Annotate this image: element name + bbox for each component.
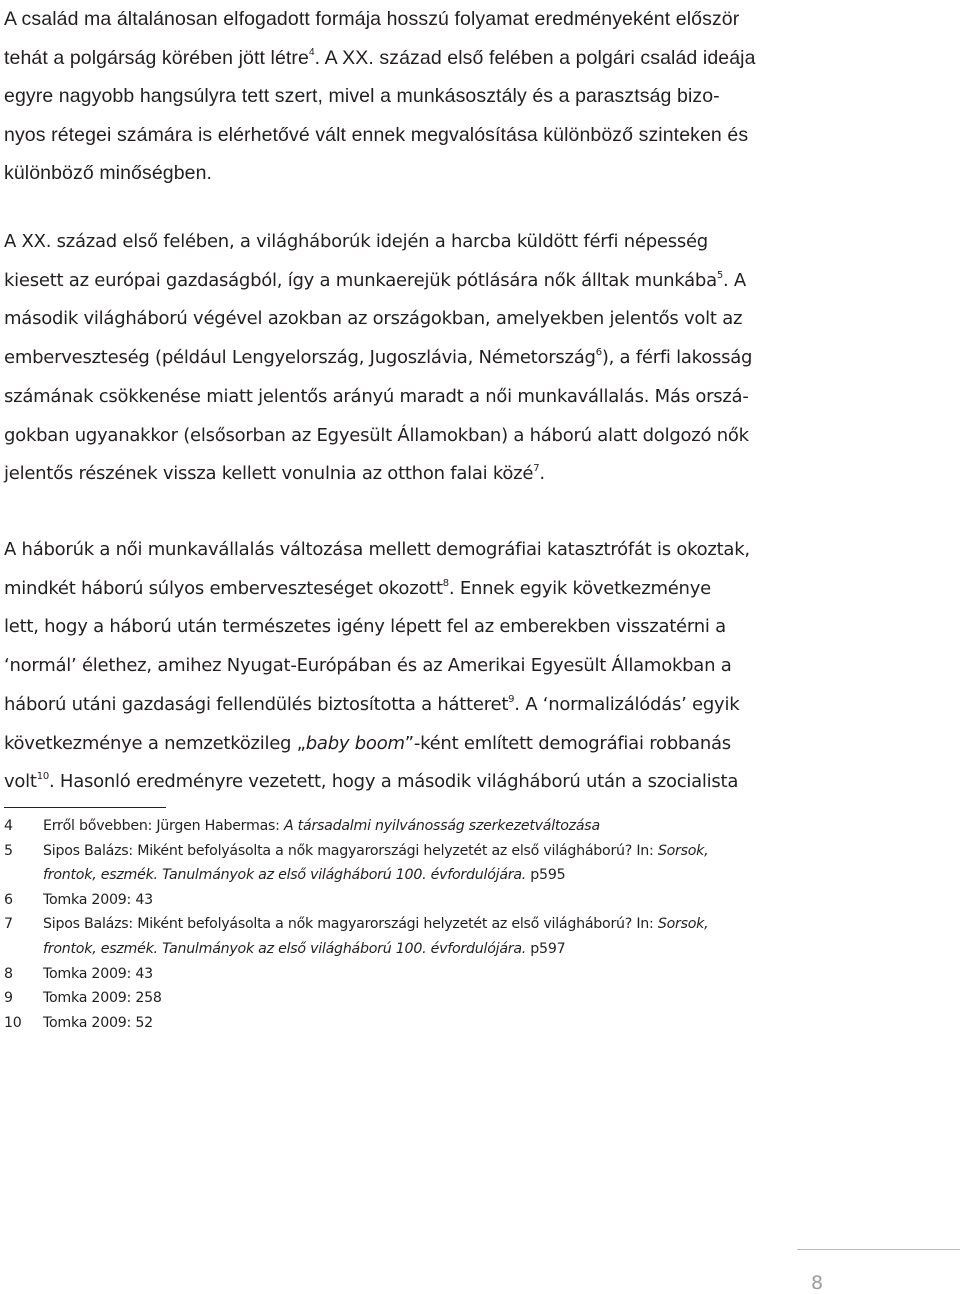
- text-line: második világháború végével azokban az országokban, amelyekben jelentős volt az: [4, 308, 743, 330]
- text-line: különböző minőségben.: [4, 162, 213, 184]
- paragraph-3: [4, 531, 960, 802]
- text-line: következménye a nemzetközileg „baby boom”-ként említett demográfiai robbanás: [4, 732, 731, 754]
- footnote-4: [4, 814, 960, 839]
- text-line: gokban ugyanakkor (elsősorban az Egyesült Államokban) a háború alatt dolgozó nők: [4, 424, 749, 446]
- page-number: 8: [811, 1272, 824, 1294]
- footnote-number: 5: [4, 842, 13, 859]
- footnote-number: 9: [4, 990, 13, 1007]
- footnote-number: 7: [4, 916, 13, 933]
- footnote-text: Tomka 2009: 52: [43, 1014, 153, 1031]
- text-line: A család ma általánosan elfogadott formája hosszú folyamat eredményeként először: [4, 8, 740, 30]
- text-line: tehát a polgárság körében jött létre$^4$. A XX. század első felében a polgári család ideája: [4, 46, 756, 69]
- text-line: számának csökkenése miatt jelentős arányú maradt a női munkavállalás. Más orszá-: [4, 385, 749, 407]
- footnote-ref[interactable]: 10: [36, 771, 49, 783]
- paragraph-2: [4, 223, 960, 494]
- text-line: kiesett az európai gazdaságból, így a munkaerejük pótlására nők álltak munkába$^5$. A: [4, 269, 746, 291]
- footnote-text: Tomka 2009: 43: [43, 891, 153, 908]
- footnote-text: Tomka 2009: 258: [43, 990, 162, 1007]
- footnote-8: [4, 962, 960, 987]
- page-number-rule: [797, 1249, 960, 1250]
- footnote-number: 8: [4, 965, 13, 982]
- footnote-ref[interactable]: 6: [595, 347, 602, 359]
- text-line: nyos rétegei számára is elérhetővé vált ennek megvalósítása különböző szinteken és: [4, 123, 749, 146]
- text-line: háború utáni gazdasági fellendülés biztosította a hátteret$^9$. A ‘normalizálódás’ egyik: [4, 693, 740, 715]
- footnote-5-continued: [4, 863, 960, 888]
- text-line: lett, hogy a háború után természetes igény lépett fel az emberekben visszatérni a: [4, 616, 726, 638]
- footnote-number: 6: [4, 891, 13, 908]
- footnote-6: [4, 888, 960, 913]
- footnote-text: Sipos Balázs: Miként befolyásolta a nők magyarországi helyzetét az első világháború? In: Sorsok,: [43, 842, 709, 859]
- footnote-10: [4, 1011, 960, 1036]
- text-line: A háborúk a női munkavállalás változása mellett demográfiai katasztrófát is okoztak,: [4, 539, 750, 560]
- text-line: ‘normál’ élethez, amihez Nyugat-Európában és az Amerikai Egyesült Államokban a: [4, 655, 732, 677]
- paragraph-1: [4, 0, 960, 193]
- footnote-text: Erről bővebben: Jürgen Habermas: A társadalmi nyilvánosság szerkezetváltozása: [43, 818, 600, 834]
- text-line: volt$^{10}$. Hasonló eredményre vezetett, hogy a második világháború után a szocialista: [4, 771, 739, 793]
- footnote-text: frontok, eszmék. Tanulmányok az első világháború 100. évfordulójára. p597: [43, 940, 566, 957]
- footnote-9: [4, 986, 960, 1011]
- italic-term: baby boom: [305, 732, 405, 754]
- footnotes: [4, 814, 960, 1035]
- footnote-number: 10: [4, 1014, 22, 1031]
- text-line: jelentős részének vissza kellett vonulnia az otthon falai közé$^7$.: [4, 463, 545, 485]
- footnote-number: 4: [4, 818, 13, 834]
- footnote-text: frontok, eszmék. Tanulmányok az első világháború 100. évfordulójára. p595: [43, 867, 566, 884]
- footnote-7: [4, 912, 960, 937]
- footnote-ref[interactable]: 7: [533, 463, 540, 475]
- text-line: egyre nagyobb hangsúlyra tett szert, mivel a munkásosztály és a parasztság bizo-: [4, 85, 720, 107]
- footnote-ref[interactable]: 4: [308, 47, 315, 58]
- footnote-text: Tomka 2009: 43: [43, 965, 153, 982]
- footnote-ref[interactable]: 8: [442, 577, 449, 589]
- footnote-ref[interactable]: 9: [508, 693, 515, 705]
- text-line: A XX. század első felében, a világháborúk idején a harcba küldött férfi népesség: [4, 231, 708, 252]
- footnote-7-continued: [4, 937, 960, 962]
- footnote-text: Sipos Balázs: Miként befolyásolta a nők magyarországi helyzetét az első világháború? In: Sorsok,: [43, 916, 709, 933]
- footnote-5: [4, 839, 960, 864]
- text-line: mindkét háború súlyos emberveszteséget okozott$^8$. Ennek egyik következménye: [4, 577, 711, 599]
- text-line: emberveszteség (például Lengyelország, Jugoszlávia, Németország$^6$), a férfi lakosság: [4, 347, 753, 369]
- footnote-separator: [4, 807, 166, 808]
- footnote-ref[interactable]: 5: [716, 269, 723, 281]
